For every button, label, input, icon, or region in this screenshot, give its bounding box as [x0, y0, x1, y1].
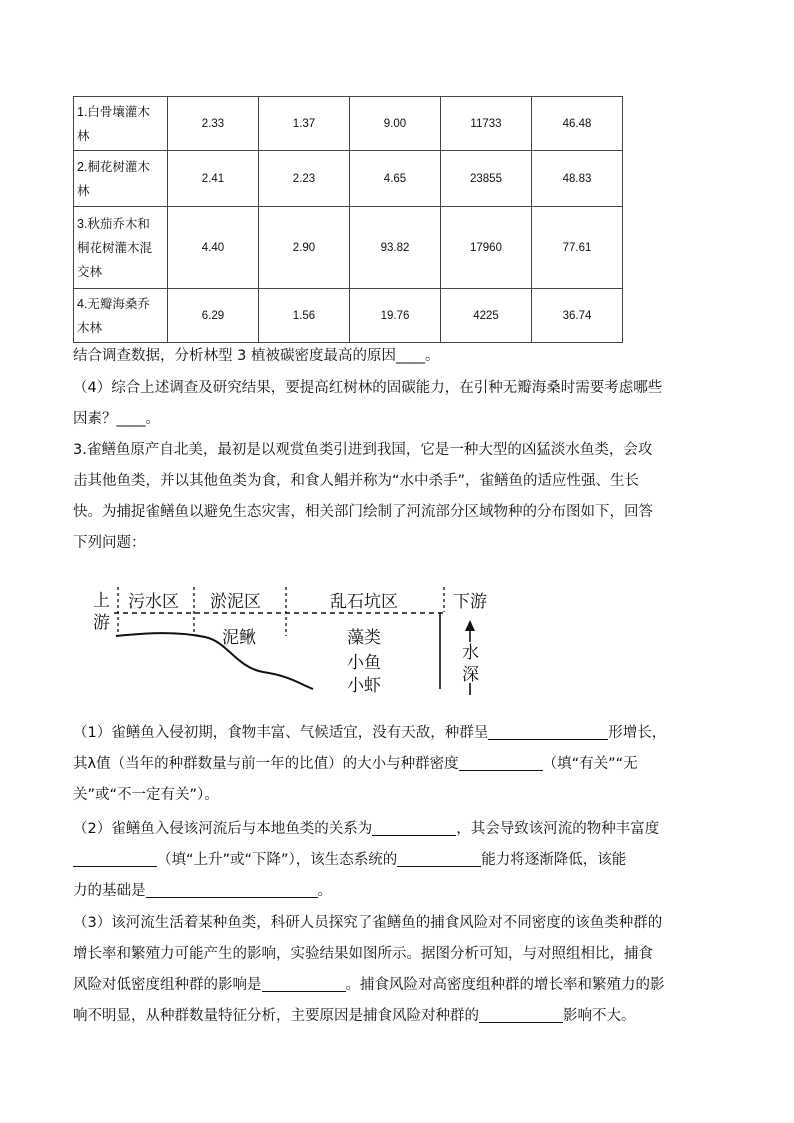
question-text: 结合调查数据，分析林型 3 植被碳密度最高的原因____。 — [73, 348, 440, 364]
rock-species-label: 小鱼 — [347, 653, 381, 673]
value-cell: 4.40 — [168, 207, 259, 289]
question-4-text: 因素？____。 — [73, 411, 160, 427]
answer-blank[interactable] — [372, 818, 456, 836]
value-cell: 11733 — [441, 97, 532, 151]
question-2-text: （2）雀鳝鱼入侵该河流后与本地鱼类的关系为 ，其会导致该河流的物种丰富度 — [73, 814, 721, 845]
answer-blank[interactable] — [73, 849, 157, 867]
value-cell: 1.56 — [259, 289, 350, 343]
value-cell: 36.74 — [532, 289, 623, 343]
rock-species-label: 藻类 — [347, 628, 381, 648]
zone-rocks-label: 乱石坑区 — [330, 592, 398, 612]
question-3-text: （3）该河流生活着某种鱼类，科研人员探究了雀鳝鱼的捕食风险对不同密度的该鱼类种群的 — [73, 915, 663, 931]
forest-type-cell: 4.无瓣海桑乔 木林 — [74, 289, 168, 343]
question-3-text: 增长率和繁殖力可能产生的影响，实验结果如图所示。据图分析可知，与对照组相比，捕食 — [73, 946, 653, 962]
value-cell: 2.23 — [259, 151, 350, 207]
value-cell: 2.41 — [168, 151, 259, 207]
problem-3-text: 击其他鱼类，并以其他鱼类为食，和食人鲳并称为“水中杀手”，雀鳝鱼的适应性强、生长 — [73, 473, 640, 489]
question-1-text: 其λ值（当年的种群数量与前一年的比值）的大小与种群密度 （填“有关”“无 — [73, 749, 721, 780]
depth-label: 水 — [462, 643, 479, 663]
question-1-text: （1）雀鳝鱼入侵初期，食物丰富、气候适宜，没有天敌，种群呈 形增长， — [73, 718, 721, 749]
value-cell: 77.61 — [532, 207, 623, 289]
question-2-text: 力的基础是 。 — [73, 876, 721, 907]
question-3-text: 响不明显，从种群数量特征分析，主要原因是捕食风险对种群的 影响不大。 — [73, 1001, 721, 1032]
depth-arrow-head — [465, 620, 475, 631]
answer-blank[interactable] — [397, 849, 481, 867]
upstream-label: 上 — [93, 591, 110, 611]
value-cell: 46.48 — [532, 97, 623, 151]
zone-silt-label: 淤泥区 — [210, 592, 261, 612]
question-3-text: 风险对低密度组种群的影响是 。捕食风险对高密度组种群的增长率和繁殖力的影 — [73, 970, 721, 1001]
question-1-text: 关”或“不一定有关”）。 — [73, 787, 219, 803]
value-cell: 93.82 — [350, 207, 441, 289]
question-4-text: （4）综合上述调查及研究结果，要提高红树林的固碳能力，在引种无瓣海桑时需要考虑哪些 — [73, 380, 663, 396]
problem-3-text: 快。为捕捉雀鳝鱼以避免生态灾害，相关部门绘制了河流部分区域物种的分布图如下，回答 — [73, 504, 653, 520]
forest-type-cell: 1.白骨壤灌木 林 — [74, 97, 168, 151]
forest-type-cell: 3.秋茄乔木和 桐花树灌木混 交林 — [74, 207, 168, 289]
downstream-label: 下游 — [453, 592, 487, 612]
silt-species-label: 泥鳅 — [222, 628, 256, 648]
rock-species-label: 小虾 — [347, 676, 381, 696]
value-cell: 48.83 — [532, 151, 623, 207]
zone-sewage-label: 污水区 — [128, 592, 179, 612]
forest-type-cell: 2.桐花树灌木 林 — [74, 151, 168, 207]
answer-blank[interactable] — [488, 722, 608, 740]
answer-blank[interactable] — [262, 974, 346, 992]
value-cell: 6.29 — [168, 289, 259, 343]
upstream-label: 游 — [93, 613, 110, 633]
riverbed-curve — [116, 633, 313, 689]
value-cell: 2.33 — [168, 97, 259, 151]
problem-3-text: 下列问题： — [73, 535, 146, 551]
question-2-text: （填“上升”或“下降”），该生态系统的 能力将逐渐降低，该能 — [73, 845, 721, 876]
value-cell: 2.90 — [259, 207, 350, 289]
value-cell: 4.65 — [350, 151, 441, 207]
answer-blank[interactable] — [459, 753, 543, 771]
value-cell: 17960 — [441, 207, 532, 289]
problem-3-text: 3.雀鳝鱼原产自北美，最初是以观赏鱼类引进到我国，它是一种大型的凶猛淡水鱼类，会攻 — [73, 442, 653, 458]
value-cell: 1.37 — [259, 97, 350, 151]
value-cell: 9.00 — [350, 97, 441, 151]
value-cell: 19.76 — [350, 289, 441, 343]
value-cell: 4225 — [441, 289, 532, 343]
depth-label: 深 — [462, 665, 479, 685]
answer-blank[interactable] — [146, 880, 318, 898]
answer-blank[interactable] — [479, 1005, 563, 1023]
value-cell: 23855 — [441, 151, 532, 207]
